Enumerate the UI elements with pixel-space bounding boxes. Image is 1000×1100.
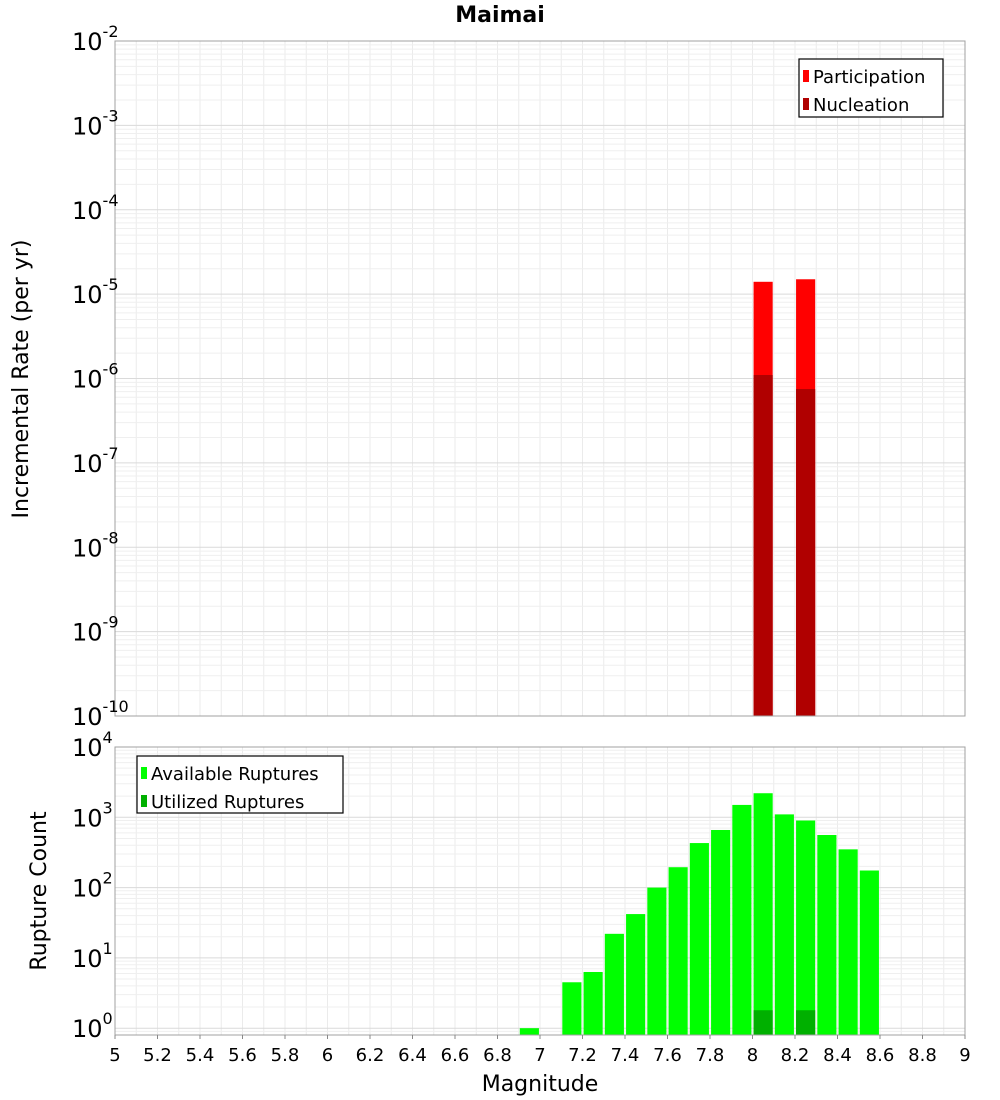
y-tick-label <box>72 191 119 225</box>
legend-swatch <box>803 70 809 82</box>
x-tick-label: 7 <box>534 1045 546 1066</box>
y-tick-exponent: -6 <box>102 359 119 379</box>
y-tick-base: 10 <box>72 734 103 762</box>
y-tick-label <box>72 798 113 832</box>
x-tick-label: 7.2 <box>568 1045 597 1066</box>
bar-available-ruptures <box>796 821 815 1035</box>
bar-available-ruptures <box>732 805 751 1035</box>
x-tick-label: 6.8 <box>483 1045 512 1066</box>
y-tick-label <box>72 360 119 394</box>
y-tick-exponent: 3 <box>102 798 113 818</box>
x-tick-label: 5 <box>109 1045 121 1066</box>
count-y-ticks <box>72 728 113 1043</box>
magnitude-x-ticks <box>109 1035 970 1066</box>
y-tick-exponent: -4 <box>102 190 119 210</box>
y-tick-label <box>72 275 119 309</box>
y-tick-exponent: -2 <box>102 22 119 41</box>
x-tick-label: 8.6 <box>865 1045 895 1066</box>
bar-available-ruptures <box>669 867 688 1035</box>
count-y-axis-label: Rupture Count <box>27 811 52 971</box>
x-tick-label: 6.2 <box>355 1045 385 1066</box>
y-tick-label <box>72 697 129 731</box>
legend-label: Participation <box>813 67 926 88</box>
bar-nucleation <box>754 375 773 716</box>
bar-available-ruptures <box>647 888 666 1035</box>
legend-swatch <box>141 795 147 807</box>
bar-available-ruptures <box>817 835 836 1035</box>
y-tick-base: 10 <box>72 874 103 903</box>
x-tick-label: 6.6 <box>440 1045 470 1066</box>
y-tick-exponent: -9 <box>102 612 119 632</box>
bar-available-ruptures <box>605 934 624 1035</box>
y-tick-exponent: -10 <box>102 697 129 716</box>
rate-plot-grid <box>115 41 965 716</box>
bar-available-ruptures <box>754 793 773 1035</box>
x-tick-label: 5.2 <box>143 1045 172 1066</box>
y-tick-base: 10 <box>72 28 103 56</box>
x-tick-label: 8.2 <box>780 1045 810 1066</box>
y-tick-exponent: 4 <box>102 728 113 747</box>
bar-available-ruptures <box>839 849 858 1035</box>
legend-label: Nucleation <box>813 95 910 116</box>
bar-utilized-ruptures <box>754 1010 773 1035</box>
y-tick-exponent: -7 <box>102 443 119 463</box>
bar-available-ruptures <box>690 843 709 1035</box>
bar-available-ruptures <box>711 830 730 1035</box>
y-tick-base: 10 <box>72 804 103 833</box>
y-tick-base: 10 <box>72 196 103 225</box>
rate-legend <box>799 59 943 117</box>
y-tick-label <box>72 1009 113 1043</box>
x-tick-label: 7.6 <box>653 1045 682 1066</box>
y-tick-base: 10 <box>72 534 103 563</box>
y-tick-base: 10 <box>72 1015 103 1044</box>
y-tick-label <box>72 22 119 56</box>
x-tick-label: 5.6 <box>228 1045 257 1066</box>
y-tick-label <box>72 728 113 762</box>
bar-available-ruptures <box>626 914 645 1035</box>
chart-title: Maimai <box>455 3 545 28</box>
bar-available-ruptures <box>562 982 581 1035</box>
legend-label: Utilized Ruptures <box>151 792 305 813</box>
bar-available-ruptures <box>860 871 879 1035</box>
y-tick-base: 10 <box>72 703 103 731</box>
x-tick-label: 7.8 <box>695 1045 725 1066</box>
y-tick-label <box>72 939 113 973</box>
rate-plot <box>9 22 965 731</box>
legend-swatch <box>803 98 809 110</box>
y-tick-label <box>72 528 119 562</box>
y-tick-exponent: -3 <box>102 106 119 126</box>
x-tick-label: 8.8 <box>908 1045 937 1066</box>
y-tick-base: 10 <box>72 449 103 478</box>
x-tick-label: 6 <box>321 1045 334 1066</box>
y-tick-base: 10 <box>72 618 103 647</box>
y-tick-base: 10 <box>72 944 103 973</box>
x-tick-label: 9 <box>959 1045 971 1066</box>
x-tick-label: 6.4 <box>398 1045 427 1066</box>
bar-nucleation <box>796 389 815 716</box>
rate-y-axis-label: Incremental Rate (per yr) <box>9 239 34 519</box>
y-tick-exponent: 1 <box>102 938 113 958</box>
count-legend <box>137 756 343 813</box>
legend-label: Available Ruptures <box>151 764 319 785</box>
y-tick-exponent: -8 <box>102 528 119 548</box>
y-tick-base: 10 <box>72 365 103 394</box>
bar-available-ruptures <box>584 972 603 1035</box>
y-tick-exponent: -5 <box>102 275 119 295</box>
y-tick-exponent: 0 <box>102 1009 113 1029</box>
bar-utilized-ruptures <box>796 1010 815 1035</box>
bar-available-ruptures <box>775 814 794 1035</box>
x-tick-label: 8 <box>746 1045 759 1066</box>
x-axis-label: Magnitude <box>481 1072 599 1097</box>
y-tick-exponent: 2 <box>102 868 113 888</box>
y-tick-label <box>72 106 119 140</box>
y-tick-base: 10 <box>72 112 103 141</box>
x-tick-label: 5.8 <box>270 1045 300 1066</box>
y-tick-base: 10 <box>72 281 103 310</box>
x-tick-label: 5.4 <box>185 1045 215 1066</box>
y-tick-label <box>72 869 113 903</box>
x-tick-label: 7.4 <box>610 1045 640 1066</box>
x-tick-label: 8.4 <box>823 1045 852 1066</box>
y-tick-label <box>72 444 119 478</box>
y-tick-label <box>72 613 119 647</box>
legend-swatch <box>141 767 147 779</box>
count-plot <box>27 728 971 1097</box>
bar-available-ruptures <box>520 1028 539 1035</box>
